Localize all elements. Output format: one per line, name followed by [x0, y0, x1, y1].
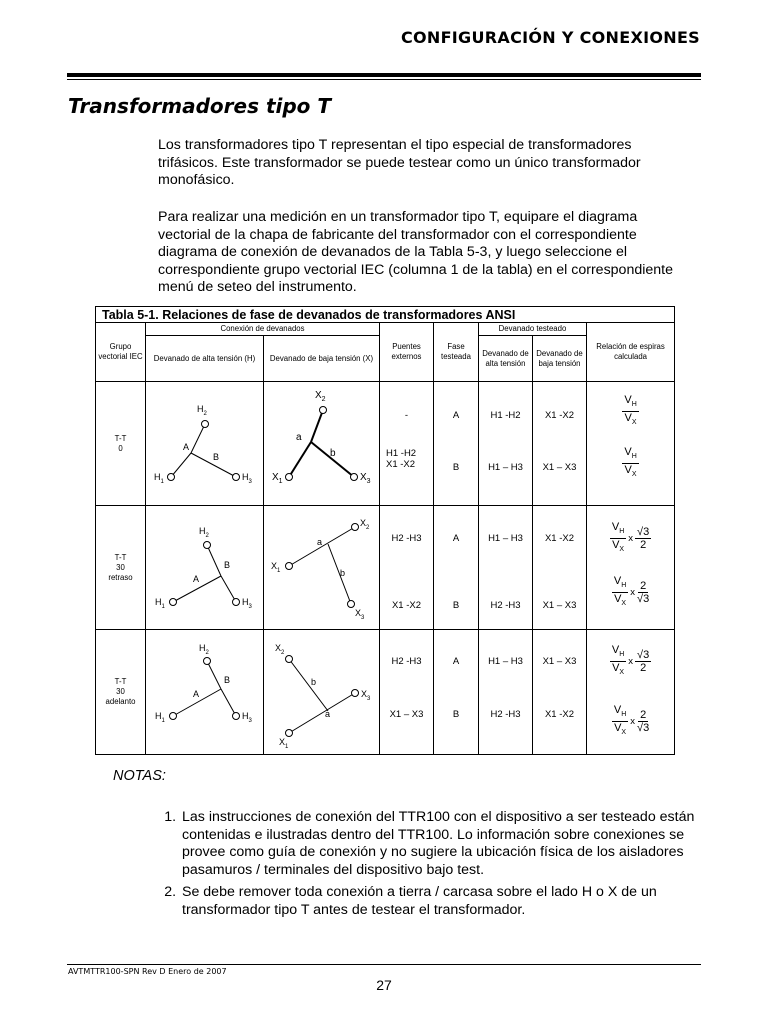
ratio-a: $\frac{V_H}{V_X}$ x $\frac{√3}{2}$ — [611, 644, 650, 677]
list-item: 1. Las instrucciones de conexión del TTR100 con el dispositivo a ser testeado están contenidas e ilustradas dentro del TTR100. Lo información sobre conexiones se provee como guía de conexión y no sugiere la ubicación física de los aisladores pasamuros / terminales del dispositivo bajo test. — [180, 809, 725, 879]
svg-text:H3: $H_3$ — [241, 472, 252, 485]
footer-code: AVTMTTR100-SPN Rev D Enero de 2007 — [68, 967, 227, 976]
svg-text:H2: $H_2$ — [198, 526, 209, 539]
svg-text:A: A — [192, 574, 199, 584]
svg-text:H1: $H_1$ — [154, 597, 165, 610]
ratio-b: $\frac{V_H}{V_X}$ x $\frac{2}{√3}$ — [613, 574, 650, 607]
diagram-x-tt30r — [264, 506, 380, 630]
svg-text:H3: $H_3$ — [241, 710, 252, 724]
ratio-a: $\frac{V_H}{V_X}$ — [624, 393, 637, 426]
section-title: Transformadores tipo T — [68, 94, 332, 118]
svg-text:X2: $X_2$ — [359, 518, 369, 531]
svg-text:B: B — [212, 452, 219, 462]
svg-text:b: b — [339, 568, 345, 578]
diagram-h-tt30r — [146, 506, 264, 630]
svg-text:X3: $X_3$ — [359, 472, 371, 485]
table-caption: Tabla 5-1. Relaciones de fase de devanados de transformadores ANSI — [96, 307, 675, 323]
svg-text:A: A — [192, 688, 199, 699]
header-relacion: Relación de espiras calculada — [587, 323, 675, 382]
svg-text:b: b — [329, 448, 336, 459]
header-fase: Fase testeada — [434, 323, 479, 382]
diagram-x-tt30a — [264, 630, 380, 755]
winding-diagram-x-icon — [265, 631, 379, 751]
winding-diagram-h-icon — [147, 382, 263, 502]
winding-diagram-h-icon — [147, 506, 263, 626]
fase-cell: A B — [434, 506, 479, 630]
notes-title: NOTAS: — [113, 768, 166, 784]
svg-text:B: B — [223, 560, 230, 570]
header-title: CONFIGURACIÓN Y CONEXIONES — [400, 28, 700, 47]
winding-diagram-h-icon — [147, 631, 263, 751]
puentes-cell: H2 -H3 X1 -X2 — [380, 506, 434, 630]
header-rule-thin — [67, 79, 701, 80]
svg-text:X1: $X_1$ — [270, 561, 280, 574]
dev-baja-cell: X1 -X2 X1 – X3 — [533, 382, 587, 506]
header-testeado: Devanado testeado — [479, 323, 587, 336]
svg-text:H1: $H_1$ — [153, 472, 164, 485]
group-cell: T-T 30 retraso — [96, 506, 146, 630]
ratio-b: $\frac{V_H}{V_X}$ — [624, 445, 637, 478]
notes-list — [158, 809, 725, 925]
header-dev-baja: Devanado de baja tensión — [533, 336, 587, 382]
winding-diagram-x-icon — [265, 506, 379, 626]
svg-text:X3: $X_3$ — [354, 608, 364, 621]
svg-text:H3: $H_3$ — [241, 597, 252, 610]
dev-alta-cell: H1 -H2 H1 – H3 — [479, 382, 533, 506]
svg-text:a: a — [324, 708, 330, 719]
svg-text:X1: $X_1$ — [278, 736, 288, 750]
svg-text:H2: $H_2$ — [198, 642, 209, 656]
svg-text:b: b — [310, 676, 316, 687]
svg-text:a: a — [316, 537, 322, 547]
list-item: 2. Se debe remover toda conexión a tierra / carcasa sobre el lado H o X de un transformador tipo T antes de testear el transformador. — [180, 884, 725, 919]
puentes-cell: H2 -H3 X1 – X3 — [380, 630, 434, 755]
dev-alta-cell: H1 – H3 H2 -H3 — [479, 630, 533, 755]
page-number: 27 — [376, 977, 392, 993]
svg-text:X2: $X_2$ — [274, 642, 284, 656]
svg-text:X3: $X_3$ — [360, 688, 370, 702]
diagram-h-tt0 — [146, 382, 264, 506]
svg-text:H2: $H_2$ — [196, 404, 207, 417]
group-cell: T-T 0 — [96, 382, 146, 506]
table-row — [96, 506, 675, 630]
fase-cell: A B — [434, 630, 479, 755]
header-alta: Devanado de alta tensión (H) — [146, 336, 264, 382]
header-dev-alta: Devanado de alta tensión — [479, 336, 533, 382]
svg-text:X1: $X_1$ — [271, 472, 283, 485]
ratio-cell — [587, 506, 675, 630]
ratio-b: $\frac{V_H}{V_X}$ x $\frac{2}{√3}$ — [613, 704, 650, 737]
header-grupo: Grupo vectorial IEC — [96, 323, 146, 382]
svg-text:H1: $H_1$ — [154, 710, 165, 724]
svg-text:B: B — [223, 674, 230, 685]
puentes-cell: - H1 -H2 X1 -X2 — [380, 382, 434, 506]
dev-baja-cell: X1 – X3 X1 -X2 — [533, 630, 587, 755]
intro-paragraph: Los transformadores tipo T representan el tipo especial de transformadores trifásicos. Este transformador se puede testear como un único transformador monofásico. — [158, 137, 641, 189]
ratio-cell — [587, 382, 675, 506]
header-puentes: Puentes externos — [380, 323, 434, 382]
group-cell: T-T 30 adelanto — [96, 630, 146, 755]
dev-alta-cell: H1 – H3 H2 -H3 — [479, 506, 533, 630]
phase-relations-table — [95, 306, 675, 755]
table-row — [96, 630, 675, 755]
instructions-paragraph: Para realizar una medición en un transformador tipo T, equipare el diagrama vectorial de la chapa de fabricante del transformador con el correspondiente diagrama de conexión de devanados de la Tabla 5-3, y luego seleccione el correspondiente grupo vectorial IEC (columna 1 de la tabla) en el correspondiente menú de seteo del instrumento. — [158, 209, 673, 296]
winding-diagram-x-icon — [265, 382, 379, 502]
fase-cell: A B — [434, 382, 479, 506]
svg-text:a: a — [295, 432, 302, 443]
diagram-h-tt30a — [146, 630, 264, 755]
header-baja: Devanado de baja tensión (X) — [264, 336, 380, 382]
footer-rule — [67, 964, 701, 965]
ratio-cell — [587, 630, 675, 755]
ratio-a: $\frac{V_H}{V_X}$ x $\frac{√3}{2}$ — [611, 520, 650, 553]
diagram-x-tt0 — [264, 382, 380, 506]
dev-baja-cell: X1 -X2 X1 – X3 — [533, 506, 587, 630]
svg-text:X2: $X_2$ — [314, 390, 326, 403]
table-row — [96, 382, 675, 506]
header-conexion: Conexión de devanados — [146, 323, 380, 336]
header-rule — [67, 73, 701, 77]
svg-text:A: A — [182, 442, 189, 452]
